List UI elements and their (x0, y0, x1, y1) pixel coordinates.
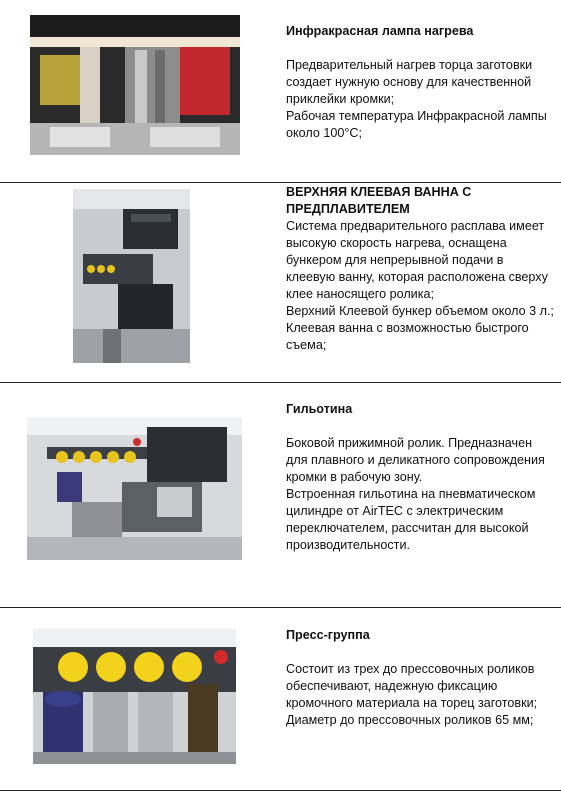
section-title: ВЕРХНЯЯ КЛЕЕВАЯ ВАННА С ПРЕДПЛАВИТЕЛЕМ (286, 185, 472, 216)
section-glue-tank (286, 184, 554, 354)
section-paragraph: Встроенная гильотина на пневматическом цилиндре от AirTEC с электрическим переключателем, рассчитан для высокой производительности. (286, 487, 536, 552)
section-paragraph: Диаметр до прессовочных роликов 65 мм; (286, 713, 534, 727)
guillotine-photo (27, 417, 242, 560)
row-divider (0, 607, 561, 608)
section-press-group (286, 627, 554, 729)
row-divider (0, 182, 561, 183)
section-paragraph: Рабочая температура Инфракрасной лампы около 100°C; (286, 109, 547, 140)
section-infrared-lamp (286, 23, 554, 142)
row-divider (0, 790, 561, 791)
section-paragraph: Верхний Клеевой бункер объемом около 3 л.; (286, 304, 554, 318)
section-paragraph: Боковой прижимной ролик. Предназначен для плавного и деликатного сопровождения кромки в рабочую зону. (286, 436, 545, 484)
section-paragraph: Состоит из трех до прессовочных роликов обеспечивают, надежную фиксацию кромочного материала на торец заготовки; (286, 662, 538, 710)
section-paragraph: Предварительный нагрев торца заготовки создает нужную основу для качественной приклейки кромки; (286, 58, 533, 106)
press-group-photo (33, 629, 236, 764)
section-title: Пресс-группа (286, 628, 370, 642)
section-title: Гильотина (286, 402, 353, 416)
section-title: Инфракрасная лампа нагрева (286, 24, 474, 38)
section-paragraph: Клеевая ванна с возможностью быстрого съема; (286, 321, 529, 352)
section-paragraph: Система предварительного расплава имеет высокую скорость нагрева, оснащена бункером для непрерывной подачи в клеевую ванну, которая расположена сверху клее наносящего ролика; (286, 219, 548, 301)
section-guillotine (286, 401, 554, 554)
infrared-lamp-photo (30, 15, 240, 155)
row-divider (0, 382, 561, 383)
glue-tank-photo (73, 189, 190, 363)
